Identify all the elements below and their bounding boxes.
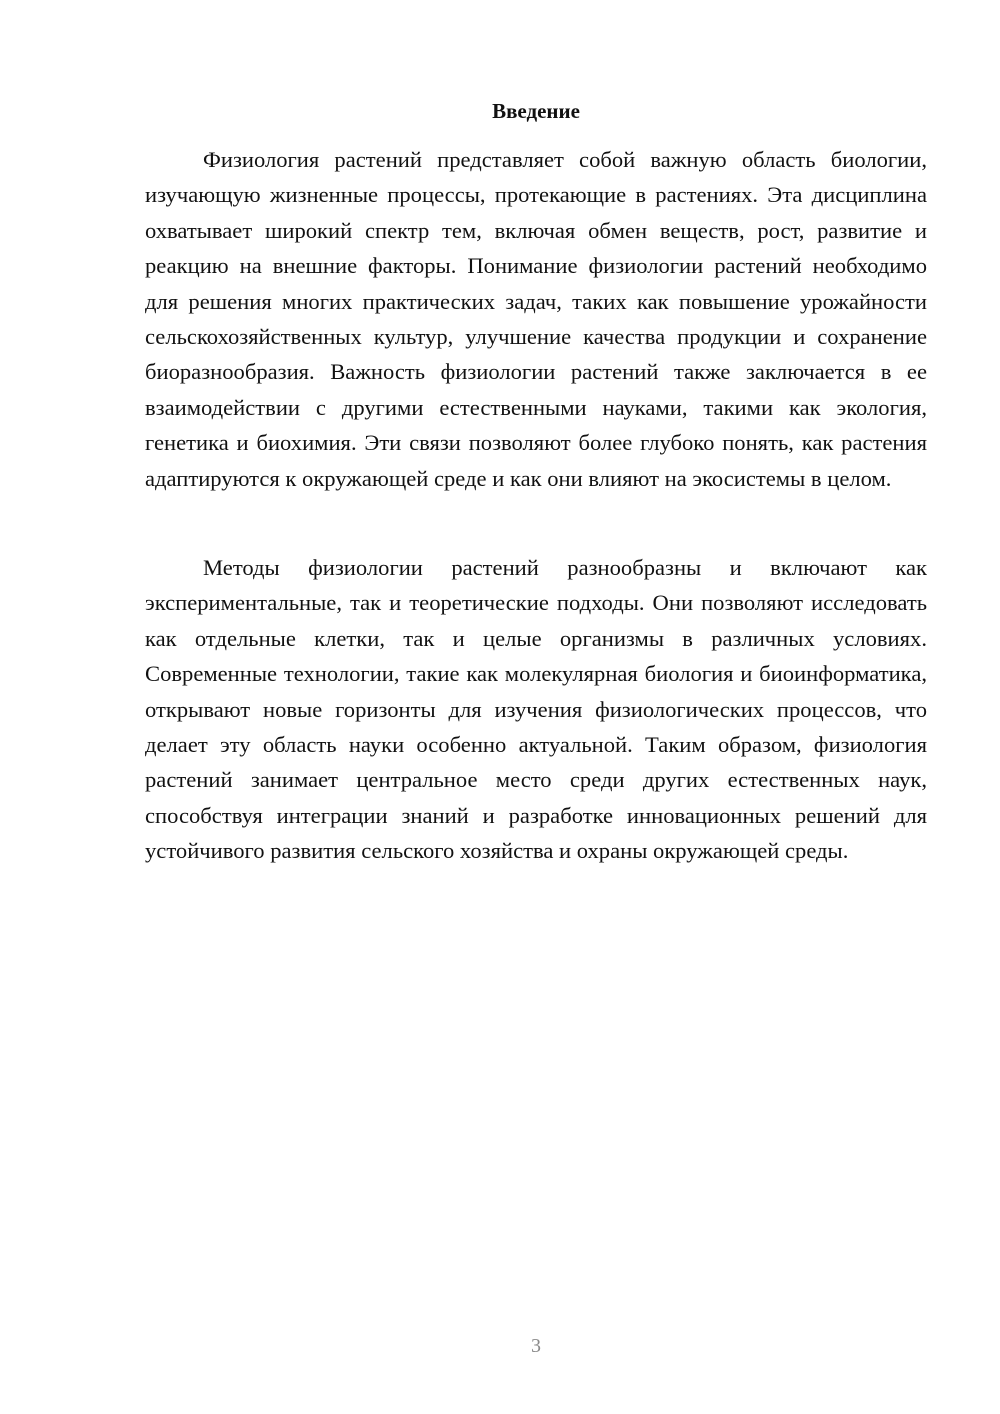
paragraph-introduction: Физиология растений представляет собой важную область биологии, изучающую жизненные процессы, протекающие в растениях. Эта дисциплина охватывает широкий спектр тем, включая обмен веществ, рост, развитие и реакцию на внешние факторы. Понимание физиологии растений необходимо для решения многих практических задач, таких как повышение урожайности сельскохозяйственных культур, улучшение качества продукции и сохранение биоразнообразия. Важность физиологии растений также заключается в ее взаимодействии с другими естественными науками, такими как экология, генетика и биохимия. Эти связи позволяют более глубоко понять, как растения адаптируются к окружающей среде и как они влияют на экосистемы в целом. [145, 147, 927, 491]
section-heading: Введение [492, 99, 580, 123]
page-number: 3 [531, 1335, 541, 1357]
paragraph-methods: Методы физиологии растений разнообразны и включают как экспериментальные, так и теоретические подходы. Они позволяют исследовать как отдельные клетки, так и целые организмы в различных условиях. Современные технологии, такие как молекулярная биология и биоинформатика, открывают новые горизонты для изучения физиологических процессов, что делает эту область науки особенно актуальной. Таким образом, физиология растений занимает центральное место среди других естественных наук, способствуя интеграции знаний и разработке инновационных решений для устойчивого развития сельского хозяйства и охраны окружающей среды. [145, 555, 927, 864]
